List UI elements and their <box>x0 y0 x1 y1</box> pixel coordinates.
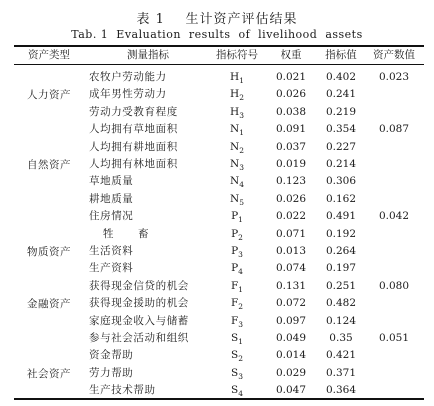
symbol-subscript: 3 <box>238 250 243 260</box>
indicator-symbol <box>213 277 261 296</box>
asset-value-cell: 0.080 <box>378 279 410 292</box>
indicator-value-cell: 0.354 <box>325 123 357 136</box>
symbol-letter: H <box>230 105 240 118</box>
symbol-subscript: 4 <box>238 389 243 399</box>
indicator-value-cell: 0.421 <box>325 349 357 362</box>
indicator-value-cell: 0.306 <box>325 175 357 188</box>
weight-cell: 0.022 <box>275 210 307 223</box>
indicator-symbol <box>213 85 261 104</box>
indicator-symbol <box>213 155 261 174</box>
weight-cell: 0.029 <box>275 366 307 379</box>
indicator-name: 农牧户劳动能力 <box>89 71 167 83</box>
indicator-name: 生产资料 <box>89 262 134 275</box>
table-row <box>0 277 434 296</box>
indicator-symbol <box>213 120 261 139</box>
indicator-value-cell: 0.227 <box>325 140 357 153</box>
header-symbol: 指标符号 <box>216 49 258 61</box>
indicator-value-cell: 0.251 <box>325 279 357 292</box>
indicator-name: 参与社会活动和组织 <box>89 332 189 344</box>
asset-value-cell: 0.087 <box>378 123 410 136</box>
table-row <box>0 103 434 122</box>
weight-cell: 0.131 <box>275 279 307 292</box>
indicator-name: 生活资料 <box>89 245 134 257</box>
header-asset-type: 资产类型 <box>28 49 70 61</box>
weight-cell: 0.072 <box>275 297 307 310</box>
weight-cell: 0.021 <box>275 71 307 83</box>
header-weight: 权重 <box>280 49 302 61</box>
symbol-letter: F <box>230 314 239 327</box>
symbol-subscript: 2 <box>239 145 244 155</box>
table-row <box>0 68 434 87</box>
symbol-letter: F <box>230 297 239 310</box>
symbol-subscript: 3 <box>238 319 244 329</box>
symbol-subscript: 4 <box>239 180 244 190</box>
symbol-letter: P <box>231 227 239 240</box>
indicator-name: 草地质量 <box>89 175 134 188</box>
indicator-value-cell: 0.219 <box>325 105 357 118</box>
table-row <box>0 172 434 191</box>
indicator-value-cell: 0.192 <box>325 227 357 240</box>
indicator-name: 劳力帮助 <box>89 366 134 379</box>
indicator-name: 获得现金援助的机会 <box>89 297 189 310</box>
weight-cell: 0.049 <box>275 332 307 344</box>
symbol-subscript: 3 <box>238 371 243 381</box>
symbol-subscript: 1 <box>239 128 244 138</box>
indicator-value-cell: 0.371 <box>325 366 357 379</box>
symbol-subscript: 1 <box>239 76 244 86</box>
symbol-subscript: 3 <box>239 110 244 120</box>
top-rule <box>14 45 424 47</box>
weight-cell: 0.047 <box>275 384 307 397</box>
indicator-symbol <box>213 364 261 383</box>
indicator-name: 牲 畜 <box>103 227 150 240</box>
symbol-letter: P <box>231 210 239 223</box>
indicator-value-cell: 0.162 <box>325 192 357 205</box>
indicator-symbol <box>213 190 261 209</box>
table-caption-en: Tab. 1 Evaluation results of livelihood assets <box>71 28 363 41</box>
asset-type-label: 金融资产 <box>27 297 71 310</box>
weight-cell: 0.037 <box>275 140 307 153</box>
symbol-subscript: 1 <box>238 337 243 347</box>
indicator-value-cell: 0.364 <box>325 384 357 397</box>
weight-cell: 0.019 <box>275 158 307 170</box>
weight-cell: 0.097 <box>275 314 307 327</box>
symbol-letter: H <box>230 71 240 83</box>
indicator-symbol <box>213 138 261 157</box>
asset-type-label: 人力资产 <box>27 89 71 102</box>
indicator-name: 人均拥有耕地面积 <box>89 140 178 153</box>
symbol-subscript: 2 <box>238 232 243 242</box>
table-row <box>0 329 434 348</box>
symbol-letter: S <box>231 332 239 344</box>
indicator-value-cell: 0.402 <box>325 71 357 83</box>
weight-cell: 0.038 <box>275 105 307 118</box>
indicator-symbol <box>213 172 261 191</box>
weight-cell: 0.026 <box>275 192 307 205</box>
indicator-symbol <box>213 68 261 87</box>
table-row <box>0 138 434 157</box>
symbol-letter: N <box>230 140 240 153</box>
symbol-letter: F <box>230 279 239 292</box>
indicator-value-cell: 0.264 <box>325 245 357 257</box>
asset-value-cell: 0.051 <box>378 332 410 344</box>
table-row <box>0 190 434 209</box>
symbol-subscript: 2 <box>239 93 244 103</box>
indicator-value-cell: 0.241 <box>325 88 357 101</box>
indicator-symbol <box>213 242 261 261</box>
symbol-letter: N <box>230 175 240 188</box>
asset-type-label: 自然资产 <box>27 158 71 171</box>
indicator-name: 人均拥有草地面积 <box>89 123 178 136</box>
indicator-symbol <box>213 103 261 122</box>
weight-cell: 0.026 <box>275 88 307 101</box>
symbol-letter: N <box>230 158 240 170</box>
indicator-name: 劳动力受教育程度 <box>89 105 178 118</box>
indicator-name: 获得现金信贷的机会 <box>89 279 189 292</box>
table-row <box>0 259 434 278</box>
indicator-name: 人均拥有林地面积 <box>89 158 178 170</box>
indicator-symbol <box>213 329 261 348</box>
indicator-symbol <box>213 259 261 278</box>
indicator-name: 家庭现金收入与储蓄 <box>89 314 189 327</box>
indicator-value-cell: 0.482 <box>325 297 357 310</box>
table-caption-cn: 表 1 生计资产评估结果 <box>136 12 298 27</box>
indicator-name: 耕地质量 <box>89 192 134 205</box>
indicator-name: 住房情况 <box>89 210 134 223</box>
symbol-subscript: 1 <box>238 284 244 294</box>
table-row <box>0 207 434 226</box>
asset-type-label: 社会资产 <box>27 367 71 380</box>
symbol-letter: H <box>230 88 240 101</box>
weight-cell: 0.013 <box>275 245 307 257</box>
symbol-letter: P <box>231 245 239 257</box>
symbol-subscript: 4 <box>238 267 243 277</box>
symbol-letter: S <box>231 366 239 379</box>
indicator-value-cell: 0.35 <box>329 332 353 344</box>
indicator-name: 生产技术帮助 <box>89 384 156 397</box>
weight-cell: 0.071 <box>275 227 307 240</box>
table-row <box>0 312 434 331</box>
symbol-subscript: 2 <box>238 354 243 364</box>
symbol-subscript: 5 <box>239 197 244 207</box>
symbol-letter: P <box>231 262 239 275</box>
symbol-letter: S <box>231 384 239 397</box>
indicator-symbol <box>213 312 261 331</box>
symbol-subscript: 3 <box>239 163 244 173</box>
header-asset-value: 资产数值 <box>373 49 415 61</box>
header-rule <box>14 64 424 65</box>
bottom-rule <box>14 398 424 400</box>
indicator-value-cell: 0.124 <box>325 314 357 327</box>
symbol-subscript: 2 <box>238 302 244 312</box>
indicator-value-cell: 0.197 <box>325 262 357 275</box>
indicator-symbol <box>213 346 261 365</box>
symbol-letter: S <box>231 349 239 362</box>
header-indicator: 测量指标 <box>127 49 169 61</box>
weight-cell: 0.074 <box>275 262 307 275</box>
symbol-letter: N <box>230 192 240 205</box>
indicator-value-cell: 0.491 <box>325 210 357 223</box>
table-row <box>0 120 434 139</box>
asset-type-label: 物质资产 <box>27 245 71 258</box>
symbol-subscript: 1 <box>238 215 243 225</box>
header-value: 指标值 <box>325 49 357 61</box>
indicator-symbol <box>213 294 261 313</box>
indicator-value-cell: 0.214 <box>325 158 357 170</box>
weight-cell: 0.014 <box>275 349 307 362</box>
asset-value-cell: 0.023 <box>378 71 410 83</box>
indicator-name: 成年男性劳动力 <box>89 88 167 101</box>
indicator-symbol <box>213 207 261 226</box>
symbol-letter: N <box>230 123 240 136</box>
table-row <box>0 346 434 365</box>
weight-cell: 0.091 <box>275 123 307 136</box>
indicator-name: 资金帮助 <box>89 349 134 362</box>
weight-cell: 0.123 <box>275 175 307 188</box>
indicator-symbol <box>213 225 261 244</box>
table-row <box>0 225 434 244</box>
asset-value-cell: 0.042 <box>378 210 410 223</box>
